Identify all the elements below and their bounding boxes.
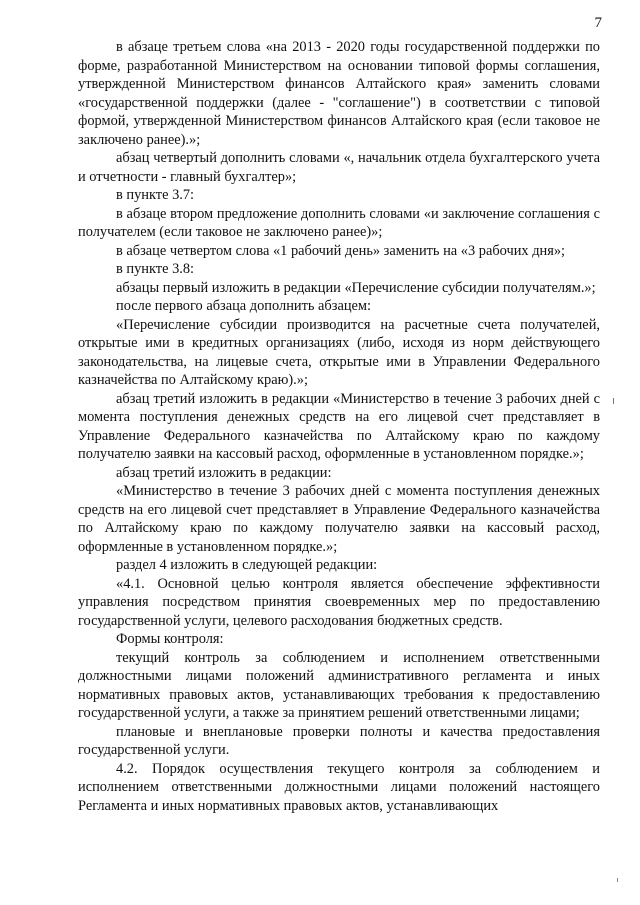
page-number: 7 (594, 15, 602, 31)
paragraph-5: в абзаце четвертом слова «1 рабочий день» заменить на «3 рабочих дня»; (116, 242, 566, 259)
paragraph-14: «4.1. Основной целью контроля является обеспечение эффективности управления посредством принятия своевременных мер по предоставлению государственной услуги, целевого расходования бюджетных средств. (78, 575, 600, 629)
paragraph-12: «Министерство в течение 3 рабочих дней с момента поступления денежных средств на его лицевой счет представляет в Управление Федерального казначейства по Алтайскому краю по каждому получателю заявки на кассовый расход, оформленные в установленном порядке.»; (78, 483, 600, 555)
document-body (78, 38, 600, 815)
paragraph-1: в абзаце третьем слова «на 2013 - 2020 годы государственной поддержки по форме, разработанной Министерством на основании типовой формы соглашения, утвержденной Министерством финансов Алтайского края» заменить словами «государственной поддержки (далее - "соглашение") в соответствии с типовой формой, утвержденной Министерством финансов Алтайского края (если таковое не заключено ранее).»; (78, 39, 600, 148)
paragraph-13: раздел 4 изложить в следующей редакции: (116, 557, 378, 573)
paragraph-17: плановые и внеплановые проверки полноты и качества предоставления государственной услуги. (78, 723, 600, 758)
paragraph-2: абзац четвертый дополнить словами «, начальник отдела бухгалтерского учета и отчетности - главный бухгалтер»; (78, 150, 600, 185)
scan-mark (613, 398, 614, 404)
paragraph-4: в абзаце втором предложение дополнить словами «и заключение соглашения с получателем (если таковое не заключено ранее)»; (78, 205, 600, 240)
paragraph-9: «Перечисление субсидии производится на расчетные счета получателей, открытые ими в кредитных организациях (либо, исходя из норм действующего законодательства, на лицевые счета, открытые ими в Управлении Федерального казначейства по Алтайскому краю).»; (78, 316, 600, 388)
paragraph-6: в пункте 3.8: (116, 261, 195, 277)
paragraph-10: абзац третий изложить в редакции «Министерство в течение 3 рабочих дней с момента поступления денежных средств на его лицевой счет представляет в Управление Федерального казначейства по Алтайскому краю по каждому получателю заявки на кассовый расход, оформленные в установленном порядке.»; (78, 390, 600, 462)
paragraph-16: текущий контроль за соблюдением и исполнением ответственными должностными лицами положений административного регламента и иных нормативных правовых актов, устанавливающих требования к предоставлению государственной услуги, а также за принятием решений ответственными лицами; (78, 649, 600, 721)
paragraph-8: после первого абзаца дополнить абзацем: (116, 298, 372, 314)
paragraph-3: в пункте 3.7: (116, 187, 195, 203)
paragraph-15: Формы контроля: (116, 631, 224, 647)
paragraph-11: абзац третий изложить в редакции: (116, 464, 332, 481)
scan-mark-bottom (617, 878, 618, 882)
paragraph-7: абзацы первый изложить в редакции «Перечисление субсидии получателям.»; (116, 279, 596, 296)
paragraph-18: 4.2. Порядок осуществления текущего контроля за соблюдением и исполнением ответственными должностными лицами положений настоящего Регламента и иных нормативных правовых актов, устанавливающих (78, 760, 600, 814)
